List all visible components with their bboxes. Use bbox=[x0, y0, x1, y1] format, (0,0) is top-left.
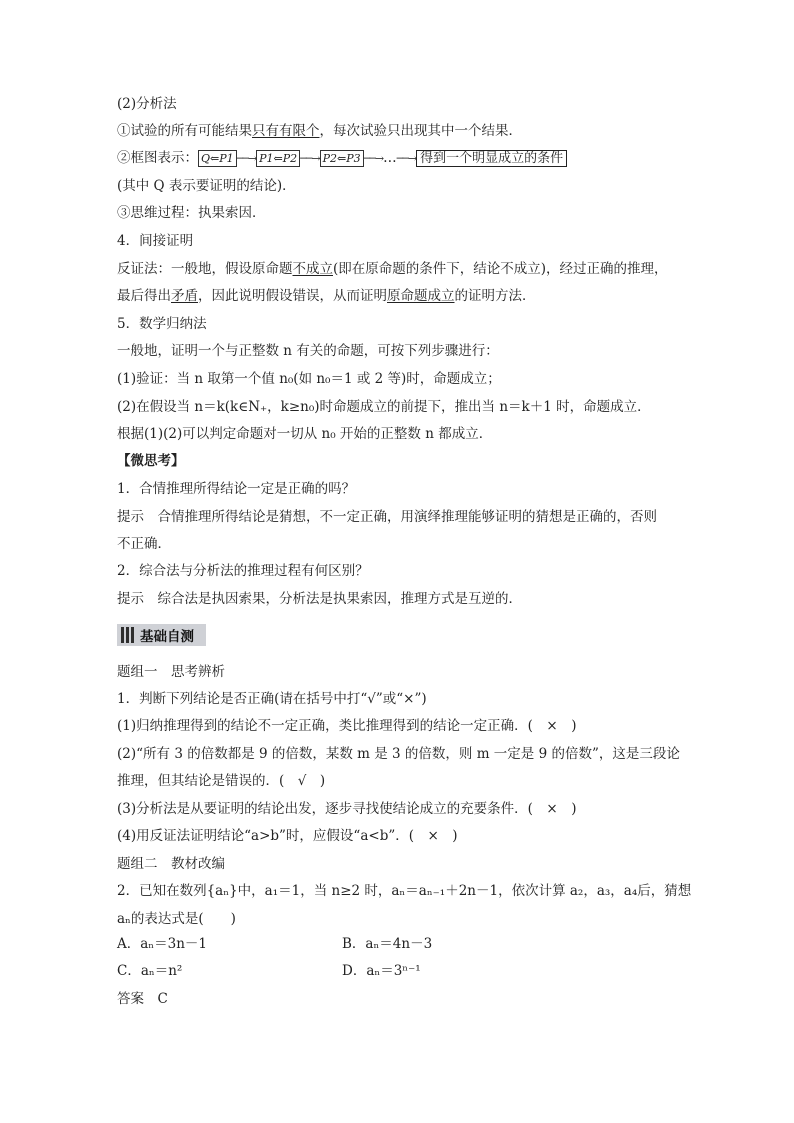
think-answer-2: 提示 综合法是执因索果，分析法是执果索因，推理方式是互逆的． bbox=[117, 591, 522, 607]
group2-question-line-2: aₙ的表达式是( ) bbox=[117, 911, 236, 927]
flow-ellipsis: … bbox=[383, 150, 397, 166]
indirect-line-2 bbox=[117, 286, 536, 306]
think-question-1: 1．合情推理所得结论一定是正确的吗？ bbox=[117, 481, 356, 497]
section-stripes-icon bbox=[121, 627, 134, 643]
arrow-icon: ──→ bbox=[363, 151, 384, 165]
group2-heading: 题组二 教材改编 bbox=[117, 856, 225, 872]
analysis-note: (其中 Q 表示要证明的结论)． bbox=[117, 178, 296, 194]
think-answer-1-line-2: 不正确． bbox=[117, 536, 171, 552]
analysis-flowchart-line bbox=[117, 148, 567, 169]
indirect-heading: 4．间接证明 bbox=[117, 233, 194, 249]
analysis-item-1-pre: ①试验的所有可能结果 bbox=[117, 123, 252, 139]
arrow-icon: ──→ bbox=[236, 151, 257, 165]
group2-question-line-1: 2．已知在数列{aₙ}中，a₁＝1，当 n≥2 时，aₙ＝aₙ₋₁＋2n－1，依次计算 a₂，a₃，a₄后，猜想 bbox=[117, 883, 692, 899]
induction-intro: 一般地，证明一个与正整数 n 有关的命题，可按下列步骤进行： bbox=[117, 343, 499, 359]
group1-statement-2-line-2: 推理，但其结论是错误的．( √ ) bbox=[117, 773, 326, 789]
flow-box-3: P2⇐P3 bbox=[320, 150, 364, 167]
induction-step-2: (2)在假设当 n＝k(k∈N₊，k≥n₀)时命题成立的前提下，推出当 n＝k＋1 时，命题成立． bbox=[117, 399, 651, 415]
induction-step-1: (1)验证：当 n 取第一个值 n₀(如 n₀＝1 或 2 等)时，命题成立； bbox=[117, 371, 501, 387]
flow-box-1: Q⇐P1 bbox=[198, 150, 237, 167]
group1-statement-2-line-1: (2)“所有 3 的倍数都是 9 的倍数，某数 m 是 3 的倍数，则 m 一定是 9 的倍数”，这是三段论 bbox=[117, 746, 680, 762]
flow-box-final: 得到一个明显成立的条件 bbox=[416, 150, 567, 167]
section-title: 基础自测 bbox=[140, 629, 194, 645]
underlined-text: 矛盾 bbox=[171, 288, 198, 304]
induction-heading: 5．数学归纳法 bbox=[117, 316, 207, 332]
option-b: B．aₙ＝4n－3 bbox=[342, 936, 433, 952]
group1-statement-1: (1)归纳推理得到的结论不一定正确，类比推理得到的结论一定正确．( × ) bbox=[117, 718, 577, 734]
arrow-icon: ──→ bbox=[396, 151, 417, 165]
option-c: C．aₙ＝n² bbox=[117, 963, 183, 979]
section-header bbox=[117, 624, 206, 646]
analysis-item-3: ③思维过程：执果索因． bbox=[117, 205, 266, 221]
arrow-icon: ──→ bbox=[300, 151, 320, 165]
text-segment: (即在原命题的条件下，结论不成立)，经过正确的推理， bbox=[333, 261, 668, 277]
group1-heading: 题组一 思考辨析 bbox=[117, 664, 225, 680]
underlined-text: 原命题成立 bbox=[387, 288, 455, 304]
text-segment: ，因此说明假设错误，从而证明 bbox=[198, 288, 387, 304]
think-question-2: 2．综合法与分析法的推理过程有何区别？ bbox=[117, 563, 369, 579]
flow-box-2: P1⇐P2 bbox=[256, 150, 300, 167]
analysis-item-1-post: ，每次试验只出现其中一个结果． bbox=[319, 123, 522, 139]
think-answer-1-line-1: 提示 合情推理所得结论是猜想，不一定正确，用演绎推理能够证明的猜想是正确的，否则 bbox=[117, 509, 657, 525]
group1-statement-3: (3)分析法是从要证明的结论出发，逐步寻找使结论成立的充要条件．( × ) bbox=[117, 801, 577, 817]
text-segment: 的证明方法． bbox=[454, 288, 536, 304]
analysis-item-1-underlined: 只有有限个 bbox=[252, 123, 320, 139]
option-a: A．aₙ＝3n－1 bbox=[117, 936, 208, 952]
underlined-text: 不成立 bbox=[292, 261, 333, 277]
analysis-heading: (2)分析法 bbox=[117, 96, 177, 112]
think-heading: 【微思考】 bbox=[117, 453, 185, 469]
option-d: D．aₙ＝3ⁿ⁻¹ bbox=[342, 963, 421, 979]
group1-question-1: 1．判断下列结论是否正确(请在括号中打“√”或“×”) bbox=[117, 691, 427, 707]
indirect-line-1 bbox=[117, 259, 668, 279]
induction-conclusion: 根据(1)(2)可以判定命题对一切从 n₀ 开始的正整数 n 都成立． bbox=[117, 426, 493, 442]
answer: 答案 C bbox=[117, 991, 168, 1007]
text-segment: 最后得出 bbox=[117, 288, 171, 304]
text-segment: 反证法：一般地，假设原命题 bbox=[117, 261, 293, 277]
flowchart-label: ②框图表示： bbox=[117, 150, 198, 166]
analysis-item-1 bbox=[117, 121, 522, 141]
group1-statement-4: (4)用反证法证明结论“a>b”时，应假设“a<b”．( × ) bbox=[117, 828, 458, 844]
